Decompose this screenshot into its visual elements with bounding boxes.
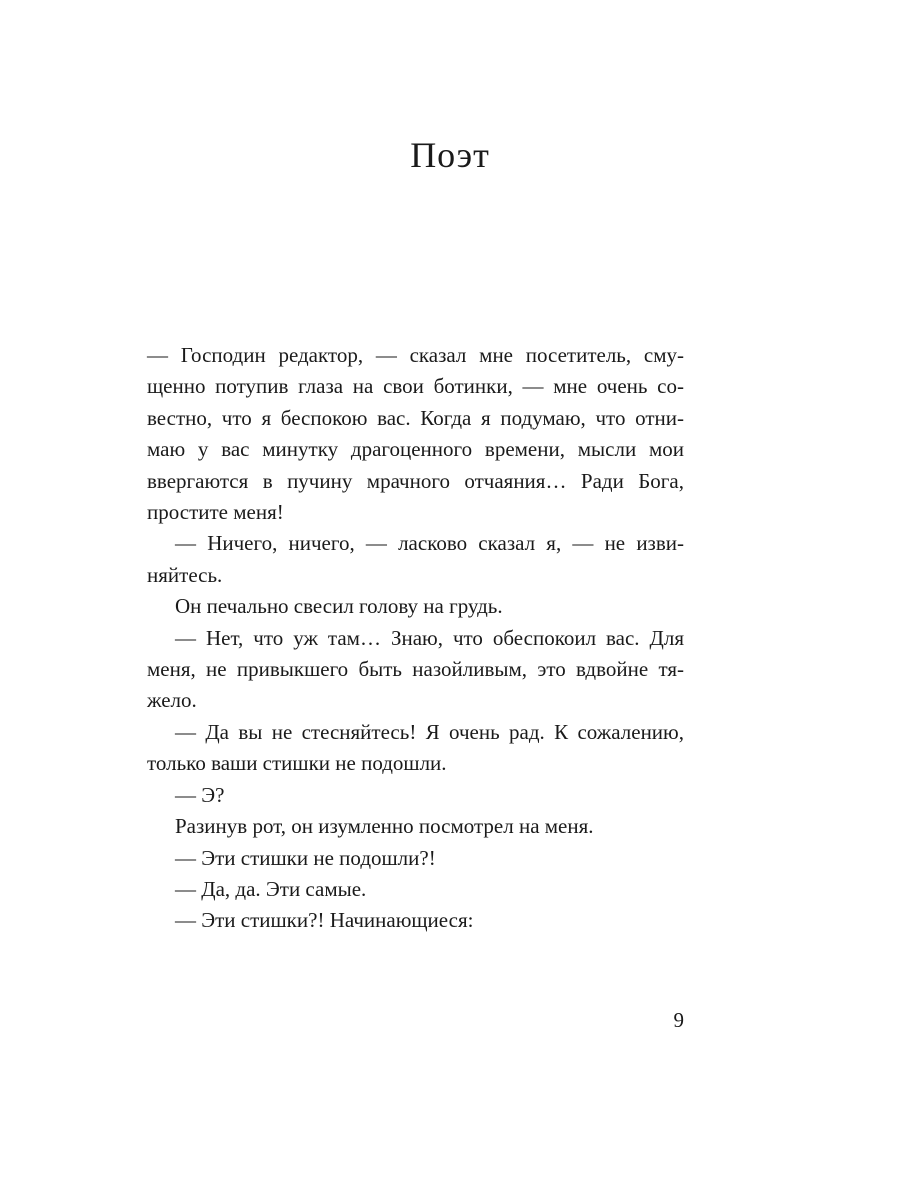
- chapter-body: [147, 340, 684, 937]
- page-number: 9: [673, 1008, 684, 1032]
- text-line: маю у вас минутку драгоценного времени, мысли мои: [147, 437, 684, 462]
- text-line: жело.: [147, 688, 197, 713]
- text-line: меня, не привыкшего быть назойливым, это вдвойне тя-: [147, 657, 684, 682]
- text-line: няйтесь.: [147, 562, 223, 587]
- chapter-title: Поэт: [410, 135, 490, 175]
- text-line: — Ничего, ничего, — ласково сказал я, — не изви-: [175, 531, 684, 556]
- text-line: вестно, что я беспокою вас. Когда я подумаю, что отни-: [147, 405, 684, 430]
- text-line: — Да, да. Эти самые.: [175, 876, 367, 901]
- text-line: Он печально свесил голову на грудь.: [175, 594, 503, 619]
- text-line: простите меня!: [147, 500, 284, 525]
- text-line: ввергаются в пучину мрачного отчаяния… Ради Бога,: [147, 468, 684, 493]
- text-line: — Да вы не стесняйтесь! Я очень рад. К сожалению,: [175, 719, 684, 744]
- text-line: — Э?: [175, 782, 225, 807]
- text-line: щенно потупив глаза на свои ботинки, — мне очень со-: [147, 374, 684, 399]
- text-line: — Эти стишки не подошли?!: [175, 845, 436, 870]
- text-line: только ваши стишки не подошли.: [147, 751, 447, 776]
- text-line: — Эти стишки?! Начинающиеся:: [175, 908, 474, 933]
- text-line: — Нет, что уж там… Знаю, что обеспокоил вас. Для: [175, 625, 684, 650]
- text-line: — Господин редактор, — сказал мне посетитель, сму-: [147, 343, 684, 367]
- text-line: Разинув рот, он изумленно посмотрел на меня.: [175, 814, 594, 839]
